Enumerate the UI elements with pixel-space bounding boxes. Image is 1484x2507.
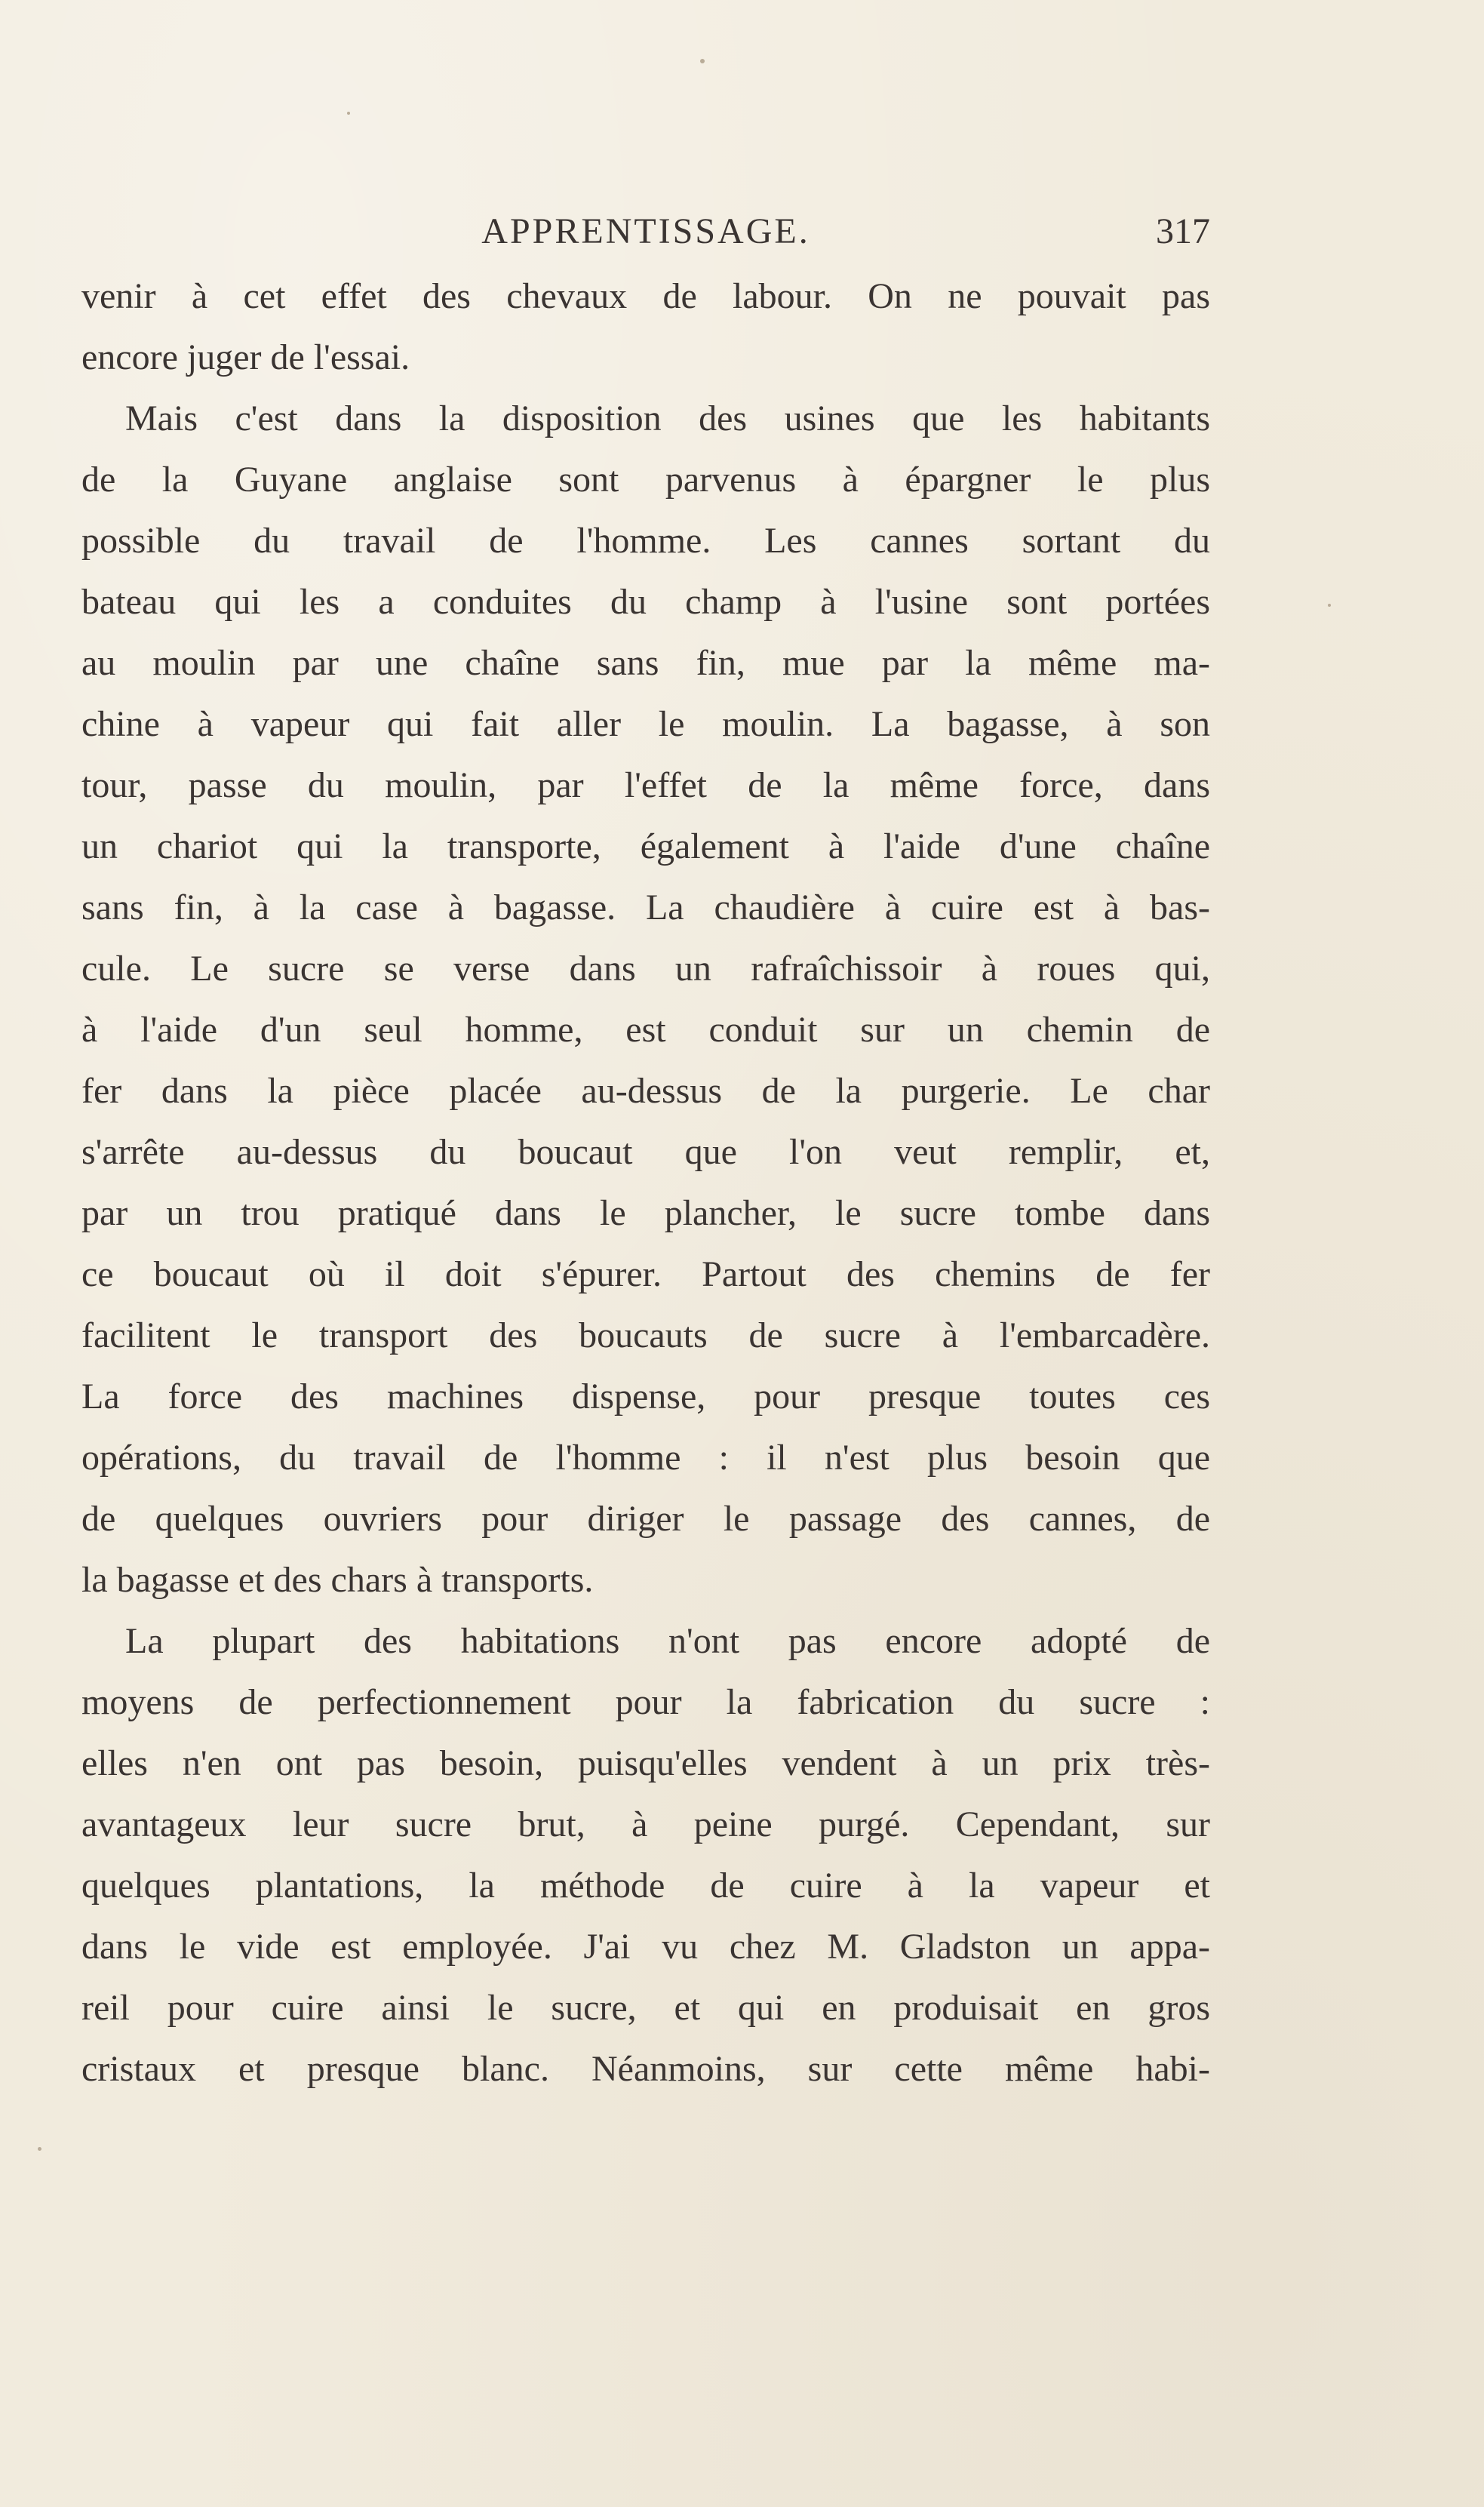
text-line: facilitent le transport des boucauts de sucre à l'embarcadère. [81, 1315, 1210, 1355]
text-line: un chariot qui la transporte, également à l'aide d'une chaîne [81, 826, 1210, 866]
paragraph-1 [81, 266, 1210, 388]
text-line: reil pour cuire ainsi le sucre, et qui en produisait en gros [81, 1988, 1210, 2028]
text-line: la bagasse et des chars à transports. [81, 1560, 594, 1600]
text-line: dans le vide est employée. J'ai vu chez M. Gladston un appa- [81, 1927, 1210, 1967]
text-line: au moulin par une chaîne sans fin, mue par la même ma- [81, 643, 1210, 683]
text-line: sans fin, à la case à bagasse. La chaudière à cuire est à bas- [81, 887, 1210, 927]
text-line: ce boucaut où il doit s'épurer. Partout des chemins de fer [81, 1254, 1210, 1294]
text-line: bateau qui les a conduites du champ à l'usine sont portées [81, 582, 1210, 622]
text-line: La plupart des habitations n'ont pas encore adopté de [125, 1621, 1210, 1661]
running-head [81, 205, 1210, 258]
text-line: opérations, du travail de l'homme : il n'est plus besoin que [81, 1438, 1210, 1478]
text-line: cristaux et presque blanc. Néanmoins, sur cette même habi- [81, 2049, 1210, 2089]
text-line: venir à cet effet des chevaux de labour. On ne pouvait pas [81, 276, 1210, 316]
paper-speck [38, 2147, 41, 2151]
text-line: fer dans la pièce placée au-dessus de la purgerie. Le char [81, 1071, 1210, 1111]
text-line: cule. Le sucre se verse dans un rafraîchissoir à roues qui, [81, 949, 1210, 989]
body-text [81, 266, 1210, 2099]
text-line: possible du travail de l'homme. Les cannes sortant du [81, 521, 1210, 561]
paper-speck [700, 59, 705, 63]
text-line: s'arrête au-dessus du boucaut que l'on veut remplir, et, [81, 1132, 1210, 1172]
text-line: de quelques ouvriers pour diriger le passage des cannes, de [81, 1499, 1210, 1539]
text-line: chine à vapeur qui fait aller le moulin. La bagasse, à son [81, 704, 1210, 744]
text-line: par un trou pratiqué dans le plancher, le sucre tombe dans [81, 1193, 1210, 1233]
text-line: tour, passe du moulin, par l'effet de la même force, dans [81, 765, 1210, 805]
running-title: APPRENTISSAGE. [481, 211, 810, 251]
page-number: 317 [1156, 211, 1210, 251]
paragraph-2 [81, 388, 1210, 1610]
text-line: de la Guyane anglaise sont parvenus à épargner le plus [81, 460, 1210, 500]
text-line: encore juger de l'essai. [81, 337, 410, 377]
text-line: quelques plantations, la méthode de cuire à la vapeur et [81, 1866, 1210, 1906]
paragraph-3 [81, 1610, 1210, 2099]
text-line: Mais c'est dans la disposition des usines que les habitants [125, 398, 1210, 438]
text-line: La force des machines dispense, pour presque toutes ces [81, 1377, 1210, 1417]
paper-speck [347, 112, 350, 115]
text-line: moyens de perfectionnement pour la fabrication du sucre : [81, 1682, 1210, 1722]
text-line: avantageux leur sucre brut, à peine purgé. Cependant, sur [81, 1804, 1210, 1844]
paper-speck [1328, 604, 1331, 607]
text-line: elles n'en ont pas besoin, puisqu'elles vendent à un prix très- [81, 1743, 1210, 1783]
text-line: à l'aide d'un seul homme, est conduit sur un chemin de [81, 1010, 1210, 1050]
